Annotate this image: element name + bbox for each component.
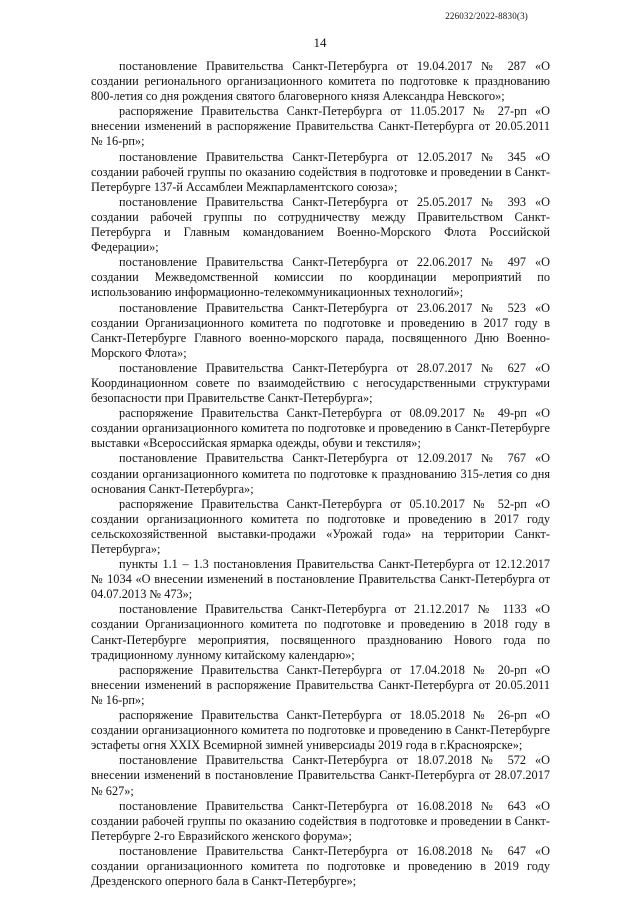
paragraph: постановление Правительства Санкт-Петербурга от 16.08.2018 № 643 «О создании рабочей группы по оказанию содействия в подготовке и проведении в Санкт-Петербурге 2-го Евразийского женского форума»;: [91, 798, 550, 843]
paragraph: распоряжение Правительства Санкт-Петербурга от 11.05.2017 № 27-рп «О внесении изменений в распоряжение Правительства Санкт-Петербурга от 20.05.2011 № 16-рп»;: [91, 104, 550, 149]
paragraph: распоряжение Правительства Санкт-Петербурга от 18.05.2018 № 26-рп «О создании организационного комитета по подготовке и проведению в Санкт-Петербурге эстафеты огня XXIX Всемирной зимней универсиады 2019 года в г.Красноярске»;: [91, 708, 550, 753]
paragraph: распоряжение Правительства Санкт-Петербурга от 17.04.2018 № 20-рп «О внесении изменений в распоряжение Правительства Санкт-Петербурга от 20.05.2011 № 16-рп»;: [91, 662, 550, 707]
paragraph: постановление Правительства Санкт-Петербурга от 12.05.2017 № 345 «О создании рабочей группы по оказанию содействия в подготовке и проведении в Санкт-Петербурге 137-й Ассамблеи Межпарламентского союза»;: [91, 149, 550, 194]
paragraph: постановление Правительства Санкт-Петербурга от 25.05.2017 № 393 «О создании рабочей группы по сотрудничеству между Правительством Санкт-Петербурга и Главным командованием Военно-Морского Флота Российской Федерации»;: [91, 194, 550, 255]
page-number: 14: [313, 35, 327, 50]
paragraph: постановление Правительства Санкт-Петербурга от 16.08.2018 № 647 «О создании организационного комитета по подготовке и проведению в 2019 году Дрезденского оперного бала в Санкт-Петербурге»;: [91, 843, 550, 889]
paragraph: постановление Правительства Санкт-Петербурга от 23.06.2017 № 523 «О создании Организационного комитета по подготовке и проведению в 2017 году в Санкт-Петербурге Главного военно-морского парада, посвященного Дню Военно-Морского Флота»;: [91, 300, 550, 360]
paragraph: распоряжение Правительства Санкт-Петербурга от 05.10.2017 № 52-рп «О создании организационного комитета по подготовке и проведению в 2017 году сельскохозяйственной выставки-продажи «Урожай года» на территории Санкт-Петербурга»;: [91, 496, 550, 556]
paragraph: постановление Правительства Санкт-Петербурга от 18.07.2018 № 572 «О внесении изменений в постановление Правительства Санкт-Петербурга от 28.07.2017 № 627»;: [91, 753, 550, 798]
document-body: [91, 59, 550, 889]
paragraph: постановление Правительства Санкт-Петербурга от 21.12.2017 № 1133 «О создании Организационного комитета по подготовке и проведению в 2018 году в Санкт-Петербурге мероприятия, посвященного празднованию Нового года по традиционному лунному китайскому календарю»;: [91, 602, 550, 662]
paragraph: постановление Правительства Санкт-Петербурга от 19.04.2017 № 287 «О создании регионального организационного комитета по подготовке к празднованию 800-летия со дня рождения святого благоверного князя Александра Невского»;: [91, 59, 550, 104]
paragraph: постановление Правительства Санкт-Петербурга от 12.09.2017 № 767 «О создании организационного комитета по подготовке к празднованию 315-летия со дня основания Санкт-Петербурга»;: [91, 451, 550, 496]
paragraph: распоряжение Правительства Санкт-Петербурга от 08.09.2017 № 49-рп «О создании организационного комитета по подготовке и проведению в Санкт-Петербурге выставки «Всероссийская ярмарка одежды, обуви и текстиля»;: [91, 406, 550, 451]
paragraph: постановление Правительства Санкт-Петербурга от 22.06.2017 № 497 «О создании Межведомственной комиссии по координации мероприятий по использованию информационно-телекоммуникационных технологий»;: [91, 255, 550, 300]
document-registration-number: 226032/2022-8830(3): [445, 11, 528, 21]
paragraph: постановление Правительства Санкт-Петербурга от 28.07.2017 № 627 «О Координационном совете по взаимодействию с негосударственными структурами безопасности при Правительстве Санкт-Петербурга»;: [91, 360, 550, 406]
paragraph: пункты 1.1 – 1.3 постановления Правительства Санкт-Петербурга от 12.12.2017 № 1034 «О внесении изменений в постановление Правительства Санкт-Петербурга от 04.07.2013 № 473»;: [91, 557, 550, 602]
